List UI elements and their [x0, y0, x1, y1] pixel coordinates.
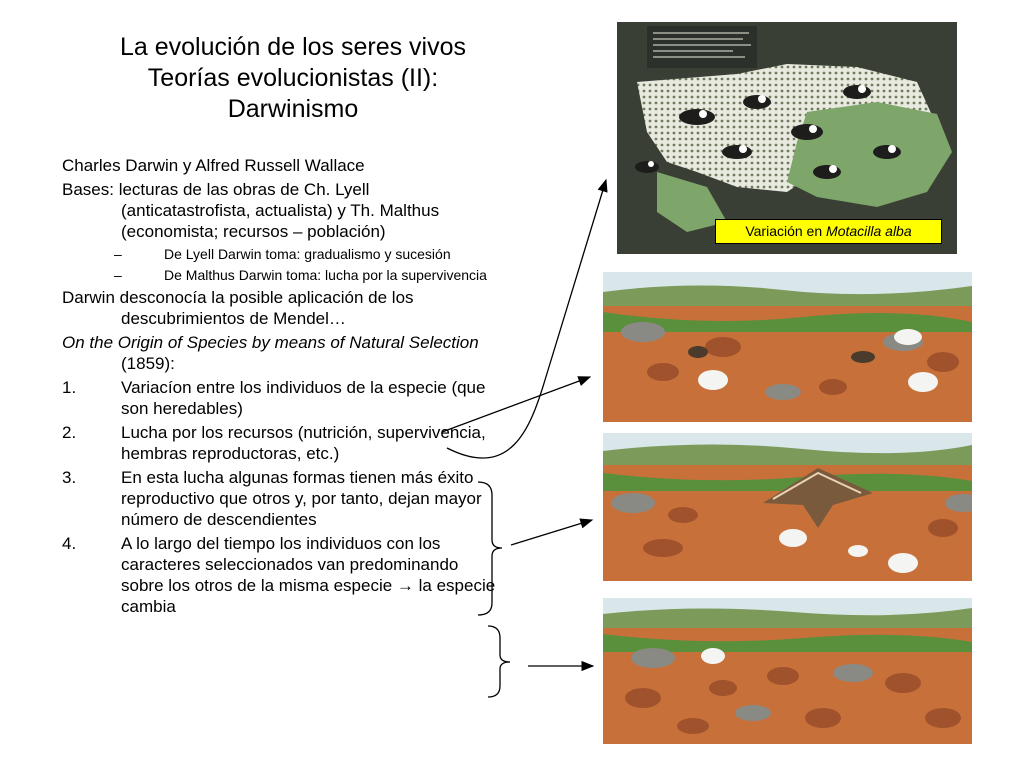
- item-text: En esta lucha algunas formas tienen más éxito reproductivo que otros y, por tanto, dejan mayor número de descendientes: [121, 468, 482, 529]
- arrow-to-map-photo: [447, 180, 606, 458]
- item-number: 1.: [62, 378, 77, 397]
- caption-species: Motacilla alba: [826, 223, 912, 239]
- title-line-3: Darwinismo: [227, 95, 359, 123]
- item-number: 4.: [62, 534, 77, 553]
- dash-bullet: –: [114, 267, 122, 283]
- brace-item-4: [488, 626, 510, 697]
- item-text: Variacíon entre los individuos de la especie (que son heredables): [121, 378, 486, 418]
- item-text: A lo largo del tiempo los individuos con los caracteres seleccionados van predominando sobre los otros de la misma especie: [121, 534, 459, 595]
- origin-title: On the Origin of Species by means of Natural Selection: [62, 333, 479, 352]
- dash-bullet: –: [114, 246, 122, 262]
- bases-text: lecturas de las obras de Ch. Lyell (anticatastrofista, actualista) y Th. Malthus (economista; recursos – población): [118, 180, 440, 241]
- title-line-1: La evolución de los seres vivos: [119, 33, 467, 61]
- item-text: Lucha por los recursos (nutrición, supervivencia, hembras reproductoras, etc.): [121, 423, 486, 463]
- arrow-right-icon: →: [396, 576, 414, 595]
- origin-year: (1859):: [121, 354, 175, 373]
- item-number: 2.: [62, 423, 77, 442]
- item-number: 3.: [62, 468, 77, 487]
- sub-bullet-text: De Lyell Darwin toma: gradualismo y sucesión: [164, 246, 451, 262]
- arrow-to-scene-1: [442, 377, 590, 432]
- mendel-paragraph: Darwin desconocía la posible aplicación de los descubrimientos de Mendel…: [62, 288, 414, 328]
- bases-prefix: Bases:: [62, 180, 119, 199]
- caption-prefix: Variación en: [745, 223, 827, 239]
- sub-bullet-text: De Malthus Darwin toma: lucha por la supervivencia: [164, 267, 487, 283]
- authors-paragraph: Charles Darwin y Alfred Russell Wallace: [62, 156, 365, 175]
- item-suffix: la especie cambia: [121, 576, 496, 616]
- brace-items-2-3: [478, 482, 502, 615]
- title-line-2: Teorías evolucionistas (II):: [147, 64, 439, 92]
- arrow-to-scene-2: [511, 520, 592, 545]
